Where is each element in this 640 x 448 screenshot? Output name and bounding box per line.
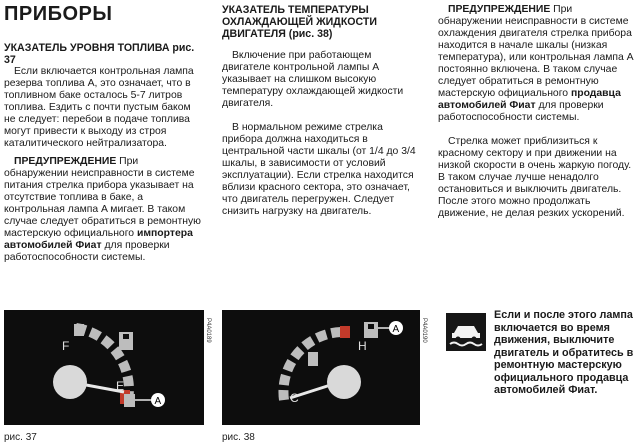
temp-warning-bold: продавца автомобилей Фиат bbox=[438, 88, 621, 111]
fuel-para1: Если включается контрольная лампа резерва топлива A, это означает, что в топливном баке осталось 5-7 литров топлива. Ездить с почти пустым баком не следует: перебои в подаче топлива могут привести к выходу из строя каталитического нейтрализатора. bbox=[4, 66, 194, 149]
column-fuel bbox=[4, 0, 204, 264]
fig38-side-id: P4A0190 bbox=[421, 318, 427, 343]
temp-warning-label: ПРЕДУПРЕЖДЕНИЕ bbox=[448, 4, 551, 15]
temp-warning-tail: для проверки работоспособности системы. bbox=[438, 100, 604, 123]
temp-label-c: C bbox=[290, 391, 299, 405]
figure-temp-gauge bbox=[222, 310, 420, 425]
col3-para2: Стрелка может приблизиться к красному сектору и при движении на низкой скорости в очень жаркую погоду. В таком случае лучше ненадолго остановиться и выключить двигатель. После этого можно продолжать движение, не делая резких ускорений. bbox=[438, 136, 632, 219]
temp-heading: УКАЗАТЕЛЬ ТЕМПЕРАТУРЫ ОХЛАЖДАЮЩЕЙ ЖИДКОСТИ ДВИГАТЕЛЯ (рис. 38) bbox=[222, 4, 378, 40]
note-text: Если и после этого лампа включается во время движения, выключите двигатель и обратитесь в ремонтную мастерскую официального продавца автомобилей Фиат. bbox=[494, 309, 634, 396]
column-warning bbox=[438, 0, 636, 220]
fuel-warning bbox=[4, 156, 204, 264]
temp-warning bbox=[438, 4, 636, 124]
fuel-warning-bold: импортера автомобилей Фиат bbox=[4, 228, 193, 251]
fuel-label-f: F bbox=[62, 339, 70, 353]
fig37-caption: рис. 37 bbox=[4, 432, 37, 443]
fig38-caption: рис. 38 bbox=[222, 432, 255, 443]
temp-para1: Включение при работающем двигателе контрольной лампы A указывает на слишком высокую температуру охлаждающей жидкости двигателя. bbox=[222, 50, 404, 109]
fuel-warning-label: ПРЕДУПРЕЖДЕНИЕ bbox=[14, 156, 117, 167]
fuel-heading: УКАЗАТЕЛЬ УРОВНЯ ТОПЛИВА рис. 37 bbox=[4, 42, 195, 66]
fuel-label-e: E bbox=[116, 379, 125, 393]
temp-label-h: H bbox=[358, 339, 367, 353]
fuel-warning-tail: для проверки работоспособности системы. bbox=[4, 240, 170, 263]
temp-callout-a: A bbox=[392, 324, 400, 335]
temp-para2: В нормальном режиме стрелка прибора должна находиться в центральной части шкалы (от 1/4 до 3/4 шкалы, в зависимости от условий эксплуатации). Если стрелка находится вблизи красного сектора, это означает, что двигатель перегружен. Следует снизить нагрузку на двигатель. bbox=[222, 122, 416, 217]
note-box bbox=[438, 305, 636, 415]
temp-warning-text: При обнаружении неисправности в системе охлаждения двигателя стрелка прибора находится в начале шкалы (низкая температура), или контрольная лампа A постоянно включена. В таком случае следует обратиться в ремонтную мастерскую официального bbox=[438, 4, 634, 99]
figure-fuel-gauge bbox=[4, 310, 204, 425]
fuel-warning-text: При обнаружении неисправности в системе питания стрелка прибора указывает на отсутствие топлива в баке, а контрольная лампа A мигает. В таком случае следует обратиться в ремонтную мастерскую официального bbox=[4, 156, 201, 239]
fuel-callout-a: A bbox=[154, 396, 162, 407]
warning-car-wave-icon bbox=[446, 313, 486, 351]
fig37-side-id: P4A0189 bbox=[205, 318, 211, 343]
column-temp bbox=[222, 0, 418, 218]
page-title: ПРИБОРЫ bbox=[4, 3, 113, 25]
